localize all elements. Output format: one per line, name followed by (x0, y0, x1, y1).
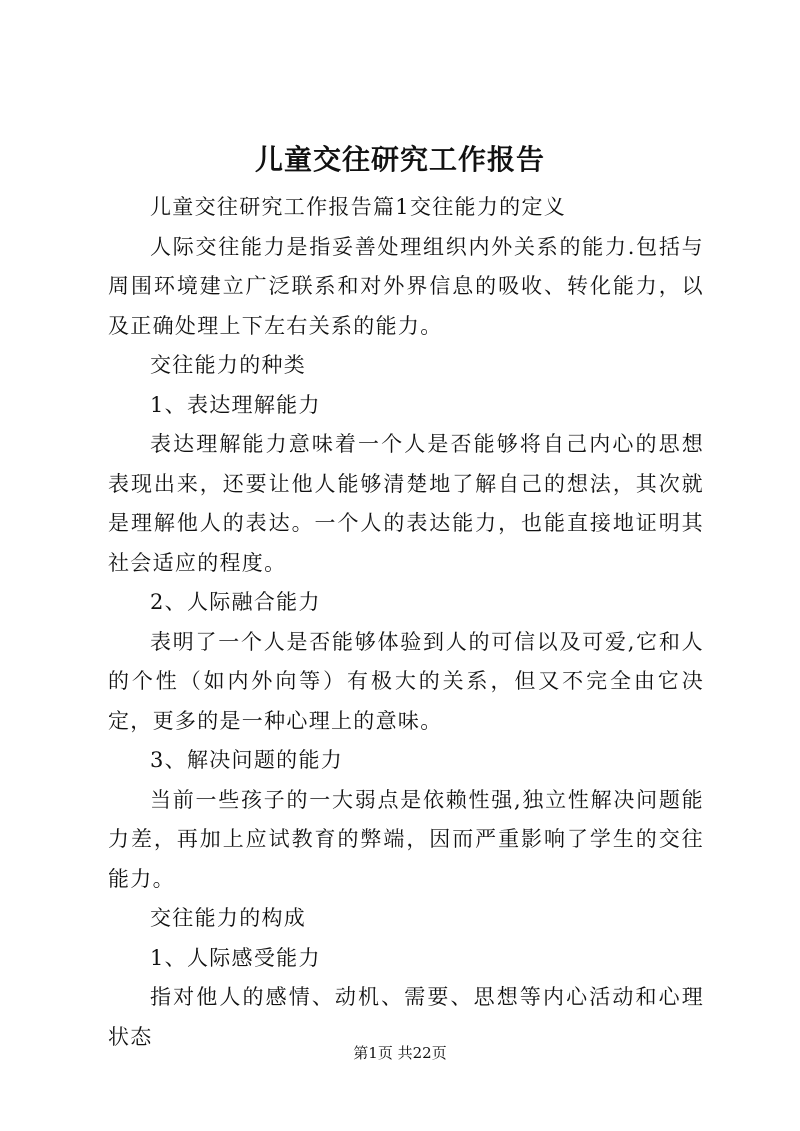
paragraph-item-2-title: 2、人际融合能力 (150, 590, 321, 614)
paragraph-item-1-title: 1、表达理解能力 (150, 392, 321, 417)
paragraph-definition: 人际交往能力是指妥善处理组织内外关系的能力.包括与周围环境建立广泛联系和对外界信息的吸收、转化能力，以及正确处理上下左右关系的能力。 (108, 234, 704, 338)
paragraph-composition-1-text: 指对他人的感情、动机、需要、思想等内心活动和心理状态 (108, 985, 704, 1049)
paragraph-heading: 儿童交往研究工作报告篇1交往能力的定义 (150, 195, 567, 219)
paragraph-item-3-text: 当前一些孩子的一大弱点是依赖性强,独立性解决问题能力差，再加上应试教育的弊端，因而严重影响了学生的交往能力。 (108, 787, 704, 891)
page-footer: 第1页 共22页 (353, 1044, 447, 1062)
document-body (108, 188, 704, 1057)
document-title: 儿童交往研究工作报告 (254, 143, 545, 176)
paragraph-item-3-title: 3、解决问题的能力 (150, 748, 344, 772)
paragraph-section-types: 交往能力的种类 (150, 353, 307, 377)
paragraph-composition-1-title: 1、人际感受能力 (150, 945, 321, 970)
paragraph-section-composition: 交往能力的构成 (150, 906, 307, 930)
paragraph-item-1-text: 表达理解能力意味着一个人是否能够将自己内心的思想表现出来，还要让他人能够清楚地了解自己的想法，其次就是理解他人的表达。一个人的表达能力，也能直接地证明其社会适应的程度。 (108, 432, 704, 575)
paragraph-item-2-text: 表明了一个人是否能够体验到人的可信以及可爱,它和人的个性（如内外向等）有极大的关系，但又不完全由它决定，更多的是一种心理上的意味。 (108, 629, 704, 733)
